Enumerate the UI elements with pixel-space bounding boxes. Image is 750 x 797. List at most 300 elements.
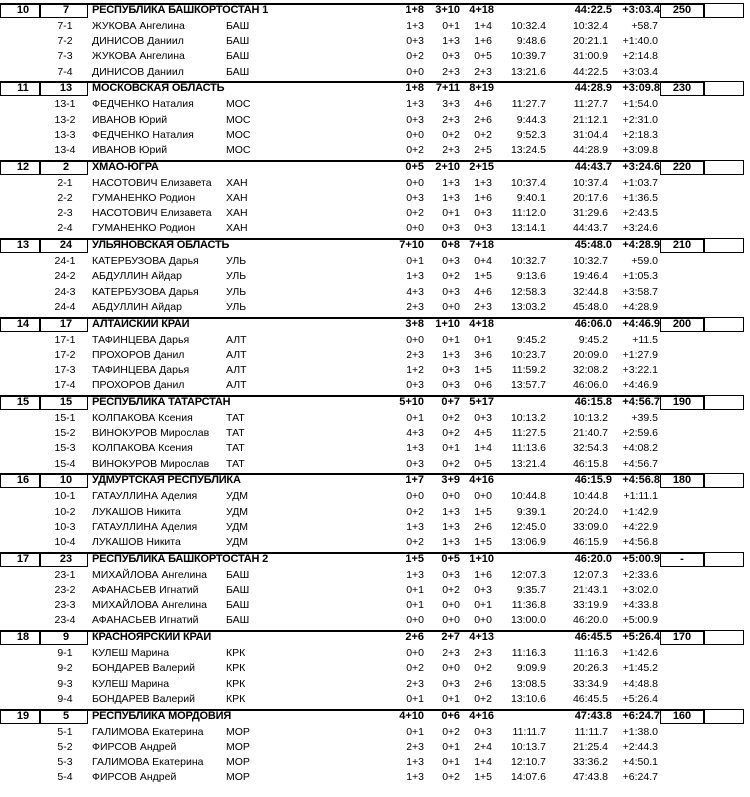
athlete-total-time: 33:34.9 — [572, 677, 608, 690]
team-place: 18 — [16, 631, 30, 644]
team-standing: 0+7 — [441, 396, 460, 408]
athlete-name: ДИНИСОВ Даниил — [92, 35, 184, 48]
athlete-standing: 0+0 — [442, 300, 460, 313]
athlete-region: ТАТ — [226, 457, 245, 470]
athlete-penalties: 1+5 — [474, 505, 492, 518]
athlete-standing: 0+0 — [442, 599, 460, 612]
team-standing: 2+7 — [441, 631, 460, 644]
athlete-behind: +4:48.8 — [622, 677, 658, 690]
athlete-total-time: 32:08.2 — [572, 364, 608, 376]
athlete-prone: 0+3 — [406, 192, 424, 204]
athlete-penalties: 2+3 — [474, 65, 492, 78]
athlete-prone: 0+1 — [406, 599, 424, 612]
athlete-name: ЛУКАШОВ Никита — [92, 536, 181, 548]
athlete-total-time: 21:43.1 — [572, 584, 608, 596]
athlete-name: АБДУЛЛИН Айдар — [92, 300, 182, 313]
athlete-standing: 0+1 — [442, 442, 460, 455]
athlete-leg-time: 13:00.0 — [510, 614, 546, 627]
athlete-penalties: 0+6 — [474, 379, 492, 392]
team-penalties: 8+19 — [469, 82, 494, 95]
athlete-standing: 0+3 — [442, 364, 460, 376]
athlete-region: МОР — [226, 756, 250, 768]
athlete-total-time: 11:16.3 — [573, 647, 608, 660]
team-behind: +3:03.4 — [622, 4, 660, 16]
team-row — [0, 3, 750, 18]
athlete-name: КУЛЕШ Марина — [92, 647, 170, 660]
athlete-penalties: 2+6 — [474, 113, 492, 126]
athlete-total-time: 10:32.7 — [572, 255, 608, 268]
athlete-prone: 1+3 — [406, 270, 424, 283]
athlete-region: МОС — [226, 98, 251, 111]
team-bib: 9 — [62, 631, 70, 644]
athlete-total-time: 21:12.1 — [572, 113, 608, 126]
team-behind: +5:00.9 — [622, 552, 660, 565]
athlete-leg-time: 10:32.4 — [510, 20, 546, 32]
athlete-total-time: 47:43.8 — [572, 771, 608, 784]
athlete-penalties: 3+6 — [474, 348, 492, 361]
athlete-standing: 0+2 — [442, 584, 460, 596]
athlete-behind: +3:09.8 — [622, 144, 658, 156]
athlete-total-time: 31:29.6 — [572, 207, 608, 220]
athlete-behind: +4:56.8 — [622, 536, 658, 548]
team-prone: 2+6 — [405, 631, 424, 644]
athlete-prone: 0+0 — [406, 176, 424, 189]
athlete-leg: 10-1 — [54, 490, 76, 503]
athlete-leg-time: 9:40.1 — [516, 192, 546, 204]
athlete-behind: +5:00.9 — [622, 614, 658, 627]
team-name: КРАСНОЯРСКИЙ КРАЙ — [92, 631, 212, 644]
athlete-leg-time: 13:03.2 — [510, 300, 546, 313]
athlete-prone: 0+0 — [406, 490, 424, 503]
athlete-standing: 1+3 — [442, 520, 460, 533]
athlete-leg-time: 14:07.6 — [510, 771, 546, 784]
athlete-leg: 17-1 — [54, 333, 76, 346]
athlete-leg-time: 12:07.3 — [510, 568, 546, 581]
athlete-leg: 10-3 — [54, 520, 76, 533]
athlete-total-time: 10:37.4 — [572, 176, 608, 189]
athlete-total-time: 10:13.2 — [572, 412, 608, 424]
athlete-leg-time: 10:13.2 — [510, 412, 546, 424]
athlete-penalties: 0+5 — [474, 457, 492, 470]
athlete-prone: 1+3 — [406, 442, 424, 455]
athlete-leg: 24-3 — [54, 285, 76, 298]
team-points: - — [680, 552, 684, 565]
athlete-behind: +2:59.6 — [622, 427, 658, 440]
cell-border — [704, 81, 744, 96]
team-row — [0, 473, 750, 488]
athlete-penalties: 0+5 — [474, 50, 492, 63]
team-standing: 0+5 — [441, 552, 460, 565]
athlete-penalties: 2+5 — [474, 144, 492, 156]
team-time: 46:06.0 — [574, 317, 612, 330]
team-prone: 3+8 — [405, 317, 424, 330]
cell-border — [704, 473, 744, 488]
athlete-leg-time: 12:45.0 — [510, 520, 546, 533]
athlete-leg-time: 9:48.6 — [516, 35, 546, 48]
athlete-behind: +2:33.6 — [622, 568, 658, 581]
team-prone: 1+8 — [405, 82, 424, 95]
athlete-standing: 0+3 — [442, 568, 460, 581]
team-name: ХМАО-ЮГРА — [92, 160, 159, 173]
athlete-total-time: 19:46.4 — [572, 270, 608, 283]
athlete-prone: 0+1 — [406, 725, 424, 738]
athlete-name: ИВАНОВ Юрий — [92, 144, 168, 156]
athlete-region: УЛЬ — [226, 270, 247, 283]
athlete-total-time: 45:48.0 — [572, 300, 608, 313]
athlete-behind: +3:22.1 — [622, 364, 658, 376]
athlete-name: МИХАЙЛОВА Ангелина — [92, 568, 208, 581]
athlete-behind: +1:42.9 — [622, 505, 658, 518]
athlete-total-time: 11:27.7 — [573, 98, 608, 111]
athlete-leg: 23-2 — [54, 584, 76, 596]
athlete-leg-time: 10:39.7 — [510, 50, 546, 63]
athlete-prone: 1+2 — [406, 364, 424, 376]
athlete-leg: 9-2 — [57, 662, 73, 675]
athlete-standing: 0+1 — [442, 207, 460, 220]
team-bib: 2 — [62, 160, 70, 173]
team-row — [0, 395, 750, 410]
athlete-behind: +1:45.2 — [622, 662, 658, 675]
athlete-leg-time: 11:36.8 — [511, 599, 546, 612]
team-behind: +5:26.4 — [622, 631, 660, 644]
athlete-leg-time: 10:32.7 — [510, 255, 546, 268]
athlete-total-time: 21:25.4 — [572, 740, 608, 753]
athlete-leg-time: 9:52.3 — [516, 128, 546, 141]
athlete-name: АФАНАСЬЕВ Игнатий — [92, 614, 199, 627]
athlete-behind: +3:24.6 — [622, 222, 658, 235]
athlete-behind: +59.0 — [631, 255, 658, 268]
athlete-standing: 0+2 — [442, 412, 460, 424]
athlete-region: БАШ — [226, 584, 250, 596]
athlete-name: МИХАЙЛОВА Ангелина — [92, 599, 208, 612]
athlete-prone: 0+0 — [406, 128, 424, 141]
athlete-leg: 5-2 — [57, 740, 73, 753]
athlete-leg: 15-4 — [54, 457, 76, 470]
athlete-penalties: 0+0 — [474, 614, 492, 627]
athlete-prone: 0+3 — [406, 35, 424, 48]
athlete-leg: 15-2 — [54, 427, 76, 440]
athlete-standing: 2+3 — [442, 647, 460, 660]
athlete-leg: 13-1 — [54, 98, 76, 111]
cell-border — [704, 630, 744, 645]
athlete-standing: 2+3 — [442, 65, 460, 78]
athlete-name: ИВАНОВ Юрий — [92, 113, 168, 126]
athlete-standing: 1+3 — [442, 35, 460, 48]
athlete-prone: 0+0 — [406, 614, 424, 627]
athlete-leg-time: 13:14.1 — [510, 222, 546, 235]
athlete-penalties: 0+0 — [474, 490, 492, 503]
athlete-total-time: 20:09.0 — [572, 348, 608, 361]
athlete-behind: +1:42.6 — [622, 647, 658, 660]
athlete-leg-time: 13:57.7 — [510, 379, 546, 392]
athlete-prone: 0+2 — [406, 50, 424, 63]
athlete-region: ХАН — [226, 207, 248, 220]
athlete-prone: 2+3 — [406, 348, 424, 361]
athlete-leg-time: 13:24.5 — [510, 144, 546, 156]
athlete-prone: 4+3 — [406, 427, 424, 440]
athlete-prone: 1+3 — [406, 771, 424, 784]
athlete-total-time: 46:06.0 — [572, 379, 608, 392]
athlete-standing: 0+2 — [442, 427, 460, 440]
cell-border — [704, 3, 744, 18]
team-bib: 23 — [59, 552, 73, 565]
athlete-leg-time: 10:23.7 — [510, 348, 546, 361]
athlete-leg-time: 13:21.6 — [510, 65, 546, 78]
athlete-name: ФИРСОВ Андрей — [92, 771, 177, 784]
team-prone: 5+10 — [399, 396, 424, 408]
athlete-name: ГУМАНЕНКО Родион — [92, 192, 196, 204]
athlete-behind: +6:24.7 — [622, 771, 658, 784]
athlete-total-time: 46:15.9 — [572, 536, 608, 548]
team-row — [0, 709, 750, 724]
team-prone: 1+5 — [405, 552, 424, 565]
athlete-behind: +2:18.3 — [622, 128, 658, 141]
athlete-region: КРК — [226, 662, 246, 675]
athlete-behind: +3:02.0 — [622, 584, 658, 596]
athlete-total-time: 32:54.3 — [572, 442, 608, 455]
athlete-region: КРК — [226, 647, 246, 660]
athlete-standing: 0+3 — [442, 255, 460, 268]
team-place: 13 — [16, 239, 30, 252]
athlete-leg: 10-4 — [54, 536, 76, 548]
athlete-leg-time: 9:45.2 — [516, 333, 546, 346]
athlete-behind: +2:14.8 — [622, 50, 658, 63]
athlete-penalties: 0+4 — [474, 255, 492, 268]
athlete-prone: 4+3 — [406, 285, 424, 298]
athlete-penalties: 0+2 — [474, 692, 492, 705]
athlete-leg-time: 11:16.3 — [511, 647, 546, 660]
team-penalties: 2+15 — [469, 160, 494, 173]
athlete-leg: 23-3 — [54, 599, 76, 612]
athlete-behind: +3:58.7 — [622, 285, 658, 298]
cell-border — [704, 238, 744, 253]
athlete-leg-time: 11:27.5 — [511, 427, 546, 440]
athlete-behind: +2:44.3 — [622, 740, 658, 753]
team-time: 46:20.0 — [574, 552, 612, 565]
team-penalties: 1+10 — [469, 552, 494, 565]
athlete-behind: +11.5 — [632, 333, 658, 346]
athlete-region: УДМ — [226, 505, 249, 518]
team-prone: 7+10 — [399, 239, 424, 252]
team-time: 45:48.0 — [574, 239, 612, 252]
athlete-name: ВИНОКУРОВ Мирослав — [92, 427, 210, 440]
team-row — [0, 630, 750, 645]
team-name: УДМУРТСКАЯ РЕСПУБЛИКА — [92, 474, 241, 487]
athlete-region: МОР — [226, 725, 250, 738]
team-bib: 24 — [59, 239, 73, 252]
athlete-standing: 0+2 — [442, 457, 460, 470]
athlete-leg-time: 9:44.3 — [516, 113, 546, 126]
athlete-total-time: 21:40.7 — [572, 427, 608, 440]
athlete-leg-time: 9:13.6 — [516, 270, 546, 283]
athlete-prone: 0+3 — [406, 113, 424, 126]
athlete-leg: 2-4 — [57, 222, 73, 235]
athlete-region: УЛЬ — [226, 255, 247, 268]
team-bib: 15 — [59, 396, 73, 408]
athlete-behind: +4:50.1 — [622, 756, 658, 768]
athlete-leg: 17-2 — [54, 348, 76, 361]
athlete-behind: +4:28.9 — [622, 300, 658, 313]
athlete-standing: 3+3 — [442, 98, 460, 111]
athlete-name: ТАФИНЦЕВА Дарья — [92, 333, 190, 346]
team-standing: 7+11 — [435, 82, 460, 95]
team-place: 14 — [16, 317, 30, 330]
athlete-leg: 5-3 — [57, 756, 73, 768]
team-standing: 0+6 — [441, 709, 460, 722]
athlete-region: ТАТ — [226, 442, 245, 455]
team-prone: 1+8 — [405, 4, 424, 16]
athlete-prone: 1+3 — [406, 568, 424, 581]
athlete-penalties: 0+1 — [474, 333, 492, 346]
athlete-leg: 10-2 — [54, 505, 76, 518]
athlete-name: ДИНИСОВ Даниил — [92, 65, 184, 78]
athlete-name: ФЕДЧЕНКО Наталия — [92, 98, 194, 111]
athlete-leg-time: 9:09.9 — [516, 662, 546, 675]
athlete-penalties: 1+6 — [474, 568, 492, 581]
athlete-leg: 13-4 — [54, 144, 76, 156]
athlete-standing: 0+2 — [442, 725, 460, 738]
athlete-name: АБДУЛЛИН Айдар — [92, 270, 182, 283]
athlete-name: НАСОТОВИЧ Елизавета — [92, 176, 212, 189]
athlete-behind: +1:27.9 — [622, 348, 658, 361]
athlete-region: ХАН — [226, 176, 248, 189]
athlete-standing: 0+0 — [442, 662, 460, 675]
athlete-name: ГАТАУЛЛИНА Аделия — [92, 490, 198, 503]
athlete-leg: 7-2 — [57, 35, 73, 48]
athlete-name: ЛУКАШОВ Никита — [92, 505, 181, 518]
athlete-penalties: 1+4 — [474, 756, 492, 768]
team-row — [0, 160, 750, 175]
team-behind: +4:56.7 — [622, 396, 660, 408]
athlete-name: КУЛЕШ Марина — [92, 677, 170, 690]
athlete-leg-time: 13:21.4 — [510, 457, 546, 470]
athlete-total-time: 10:32.4 — [572, 20, 608, 32]
athlete-leg: 5-1 — [57, 725, 73, 738]
athlete-region: БАШ — [226, 65, 250, 78]
athlete-total-time: 44:43.7 — [572, 222, 608, 235]
athlete-prone: 1+3 — [406, 520, 424, 533]
athlete-penalties: 4+5 — [474, 427, 492, 440]
athlete-behind: +1:54.0 — [622, 98, 658, 111]
athlete-region: ТАТ — [226, 427, 245, 440]
athlete-behind: +3:03.4 — [622, 65, 658, 78]
athlete-total-time: 11:11.7 — [574, 725, 608, 738]
team-behind: +4:56.8 — [622, 474, 660, 487]
athlete-region: БАШ — [226, 599, 250, 612]
athlete-total-time: 9:45.2 — [578, 333, 608, 346]
athlete-leg-time: 9:39.1 — [516, 505, 546, 518]
athlete-leg: 17-3 — [54, 364, 76, 376]
team-row — [0, 81, 750, 96]
athlete-prone: 0+1 — [406, 255, 424, 268]
athlete-behind: +39.5 — [631, 412, 658, 424]
team-standing: 0+8 — [441, 239, 460, 252]
athlete-leg-time: 9:35.7 — [516, 584, 546, 596]
athlete-standing: 0+2 — [442, 270, 460, 283]
athlete-region: УЛЬ — [226, 285, 247, 298]
athlete-total-time: 33:09.0 — [572, 520, 608, 533]
team-bib: 13 — [59, 82, 73, 95]
athlete-name: ПРОХОРОВ Данил — [92, 348, 185, 361]
athlete-behind: +4:22.9 — [622, 520, 658, 533]
team-penalties: 7+18 — [469, 239, 494, 252]
team-time: 44:22.5 — [574, 4, 612, 16]
athlete-penalties: 2+3 — [474, 300, 492, 313]
athlete-region: КРК — [226, 692, 246, 705]
athlete-prone: 1+3 — [406, 98, 424, 111]
athlete-penalties: 0+3 — [474, 207, 492, 220]
athlete-total-time: 44:28.9 — [572, 144, 608, 156]
athlete-name: ЖУКОВА Ангелина — [92, 20, 185, 32]
athlete-region: БАШ — [226, 35, 250, 48]
athlete-behind: +4:33.8 — [622, 599, 658, 612]
athlete-total-time: 46:15.8 — [572, 457, 608, 470]
athlete-penalties: 2+4 — [474, 740, 492, 753]
team-place: 19 — [16, 709, 30, 722]
athlete-prone: 0+2 — [406, 505, 424, 518]
athlete-leg: 2-2 — [57, 192, 73, 204]
athlete-region: АЛТ — [226, 364, 247, 376]
athlete-standing: 0+0 — [442, 614, 460, 627]
team-points: 200 — [672, 317, 692, 330]
athlete-leg: 2-3 — [57, 207, 73, 220]
athlete-standing: 1+3 — [442, 536, 460, 548]
team-penalties: 5+17 — [469, 396, 494, 408]
athlete-leg: 23-1 — [54, 568, 76, 581]
team-standing: 3+9 — [441, 474, 460, 487]
team-place: 12 — [16, 160, 30, 173]
athlete-region: АЛТ — [226, 348, 247, 361]
team-penalties: 4+18 — [469, 317, 494, 330]
athlete-penalties: 1+4 — [474, 20, 492, 32]
team-standing: 2+10 — [435, 160, 460, 173]
team-time: 46:45.5 — [574, 631, 612, 644]
team-penalties: 4+13 — [469, 631, 494, 644]
athlete-name: АФАНАСЬЕВ Игнатий — [92, 584, 199, 596]
athlete-standing: 1+3 — [442, 505, 460, 518]
athlete-name: НАСОТОВИЧ Елизавета — [92, 207, 212, 220]
athlete-penalties: 1+5 — [474, 536, 492, 548]
athlete-penalties: 1+6 — [474, 192, 492, 204]
athlete-penalties: 2+3 — [474, 647, 492, 660]
athlete-penalties: 1+4 — [474, 442, 492, 455]
team-points: 220 — [672, 160, 692, 173]
athlete-penalties: 1+3 — [474, 176, 492, 189]
athlete-region: МОС — [226, 144, 251, 156]
athlete-prone: 2+3 — [406, 740, 424, 753]
athlete-name: БОНДАРЕВ Валерий — [92, 692, 195, 705]
athlete-leg: 13-3 — [54, 128, 76, 141]
athlete-name: БОНДАРЕВ Валерий — [92, 662, 195, 675]
athlete-standing: 0+3 — [442, 222, 460, 235]
athlete-region: ХАН — [226, 192, 248, 204]
athlete-name: ГУМАНЕНКО Родион — [92, 222, 196, 235]
team-points: 180 — [672, 474, 692, 487]
athlete-region: БАШ — [226, 568, 250, 581]
athlete-standing: 1+3 — [442, 192, 460, 204]
team-bib: 10 — [59, 474, 73, 487]
athlete-leg-time: 13:08.5 — [510, 677, 546, 690]
athlete-leg: 2-1 — [57, 176, 73, 189]
team-standing: 1+10 — [435, 317, 460, 330]
athlete-behind: +1:05.3 — [622, 270, 658, 283]
team-place: 11 — [17, 82, 29, 95]
athlete-name: ТАФИНЦЕВА Дарья — [92, 364, 190, 376]
athlete-total-time: 46:20.0 — [572, 614, 608, 627]
athlete-region: БАШ — [226, 20, 250, 32]
athlete-leg: 23-4 — [54, 614, 76, 627]
team-behind: +4:28.9 — [622, 239, 660, 252]
